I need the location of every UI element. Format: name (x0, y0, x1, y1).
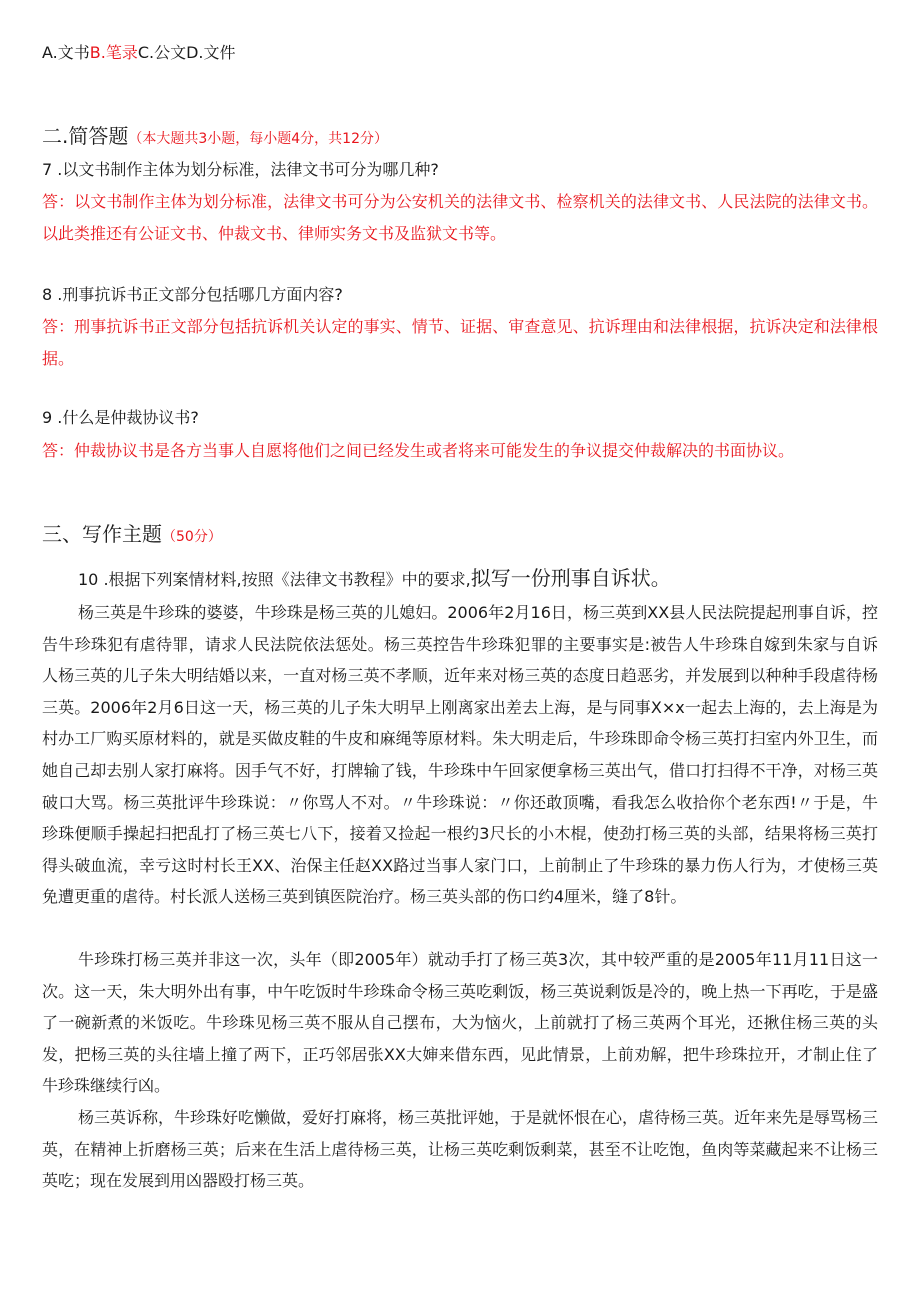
case-paragraph-2: 牛珍珠打杨三英并非这一次，头年（即2005年）就动手打了杨三英3次，其中较严重的是2005年11月11日这一次。这一天，朱大明外出有事，中午吃饭时牛珍珠命令杨三英吃剩饭，杨三英说剩饭是冷的，晚上热一下再吃，于是盛了一碗新煮的米饭吃。牛珍珠见杨三英不服从自己摆布，大为恼火，上前就打了杨三英两个耳光，还揪住杨三英的头发，把杨三英的头往墙上撞了两下，正巧邻居张XX大婶来借东西，见此情景，上前劝解，把牛珍珠拉开，才制止住了牛珍珠继续行凶。 (42, 950, 878, 1096)
case-paragraph-1: 杨三英是牛珍珠的婆婆，牛珍珠是杨三英的儿媳妇。2006年2月16日，杨三英到XX县人民法院提起刑事自诉，控告牛珍珠犯有虐待罪，请求人民法院依法惩处。杨三英控告牛珍珠犯罪的主要事实是:被告人牛珍珠自嫁到朱家与自诉人杨三英的儿子朱大明结婚以来，一直对杨三英不孝顺，近年来对杨三英的态度日趋恶劣，并发展到以种种手段虐待杨三英。2006年2月6日这一天，杨三英的儿子朱大明早上刚离家出差去上海，是与同事X×x一起去上海的，去上海是为村办工厂购买原材料的，就是买做皮鞋的牛皮和麻绳等原材料。朱大明走后，牛珍珠即命令杨三英打扫室内外卫生，而她自己却去别人家打麻将。因手气不好，打牌输了钱，牛珍珠中午回家便拿杨三英出气，借口打扫得不干净，对杨三英破口大骂。杨三英批评牛珍珠说：〃你骂人不对。〃牛珍珠说：〃你还敢顶嘴，看我怎么收拾你个老东西!〃于是，牛珍珠便顺手操起扫把乱打了杨三英七八下，接着又捡起一根约3尺长的小木棍，使劲打杨三英的头部，结果将杨三英打得头破血流，幸亏这时村长王XX、治保主任赵XX路过当事人家门口，上前制止了牛珍珠的暴力伤人行为，才使杨三英免遭更重的虐待。村长派人送杨三英到镇医院治疗。杨三英头部的伤口约4厘米，缝了8针。 (42, 603, 878, 907)
q9-answer: 答：仲裁协议书是各方当事人自愿将他们之间已经发生或者将来可能发生的争议提交仲裁解决的书面协议。 (42, 441, 795, 460)
section2-title: 二.简答题 (42, 124, 129, 148)
q9-question: 9 .什么是仲裁协议书? (42, 408, 199, 427)
choice-a: A.文书 (42, 43, 90, 62)
q10-prompt (78, 566, 671, 592)
section2-heading (42, 124, 388, 151)
q7-question: 7 .以文书制作主体为划分标准，法律文书可分为哪几种? (42, 160, 439, 179)
section3-heading (42, 522, 222, 549)
q10-prefix: 10 .根据下列案情材料,按照《法律文书教程》中的要求, (78, 570, 471, 589)
case-paragraph-3: 杨三英诉称，牛珍珠好吃懒做，爱好打麻将，杨三英批评她，于是就怀恨在心，虐待杨三英。近年来先是辱骂杨三英，在精神上折磨杨三英；后来在生活上虐待杨三英，让杨三英吃剩饭剩菜，甚至不让吃饱，鱼肉等菜藏起来不让杨三英吃；现在发展到用凶器殴打杨三英。 (42, 1108, 879, 1191)
choice-c: C.公文 (137, 43, 187, 62)
choice-b: B.笔录 (89, 43, 138, 62)
section2-note: （本大题共3小题，每小题4分，共12分） (128, 131, 388, 147)
q10-emphasis: 拟写一份刑事自诉状。 (470, 566, 671, 590)
q8-answer: 答：刑事抗诉书正文部分包括抗诉机关认定的事实、情节、证据、审查意见、抗诉理由和法律根据，抗诉决定和法律根据。 (42, 317, 878, 368)
section3-title: 三、写作主题 (42, 522, 162, 546)
choice-options (42, 41, 236, 65)
q8-question: 8 .刑事抗诉书正文部分包括哪几方面内容? (42, 285, 343, 304)
section3-note: （50分） (162, 529, 222, 545)
q7-answer: 答：以文书制作主体为划分标准，法律文书可分为公安机关的法律文书、检察机关的法律文书、人民法院的法律文书。以此类推还有公证文书、仲裁文书、律师实务文书及监狱文书等。 (42, 192, 878, 243)
choice-d: D.文件 (186, 43, 236, 62)
